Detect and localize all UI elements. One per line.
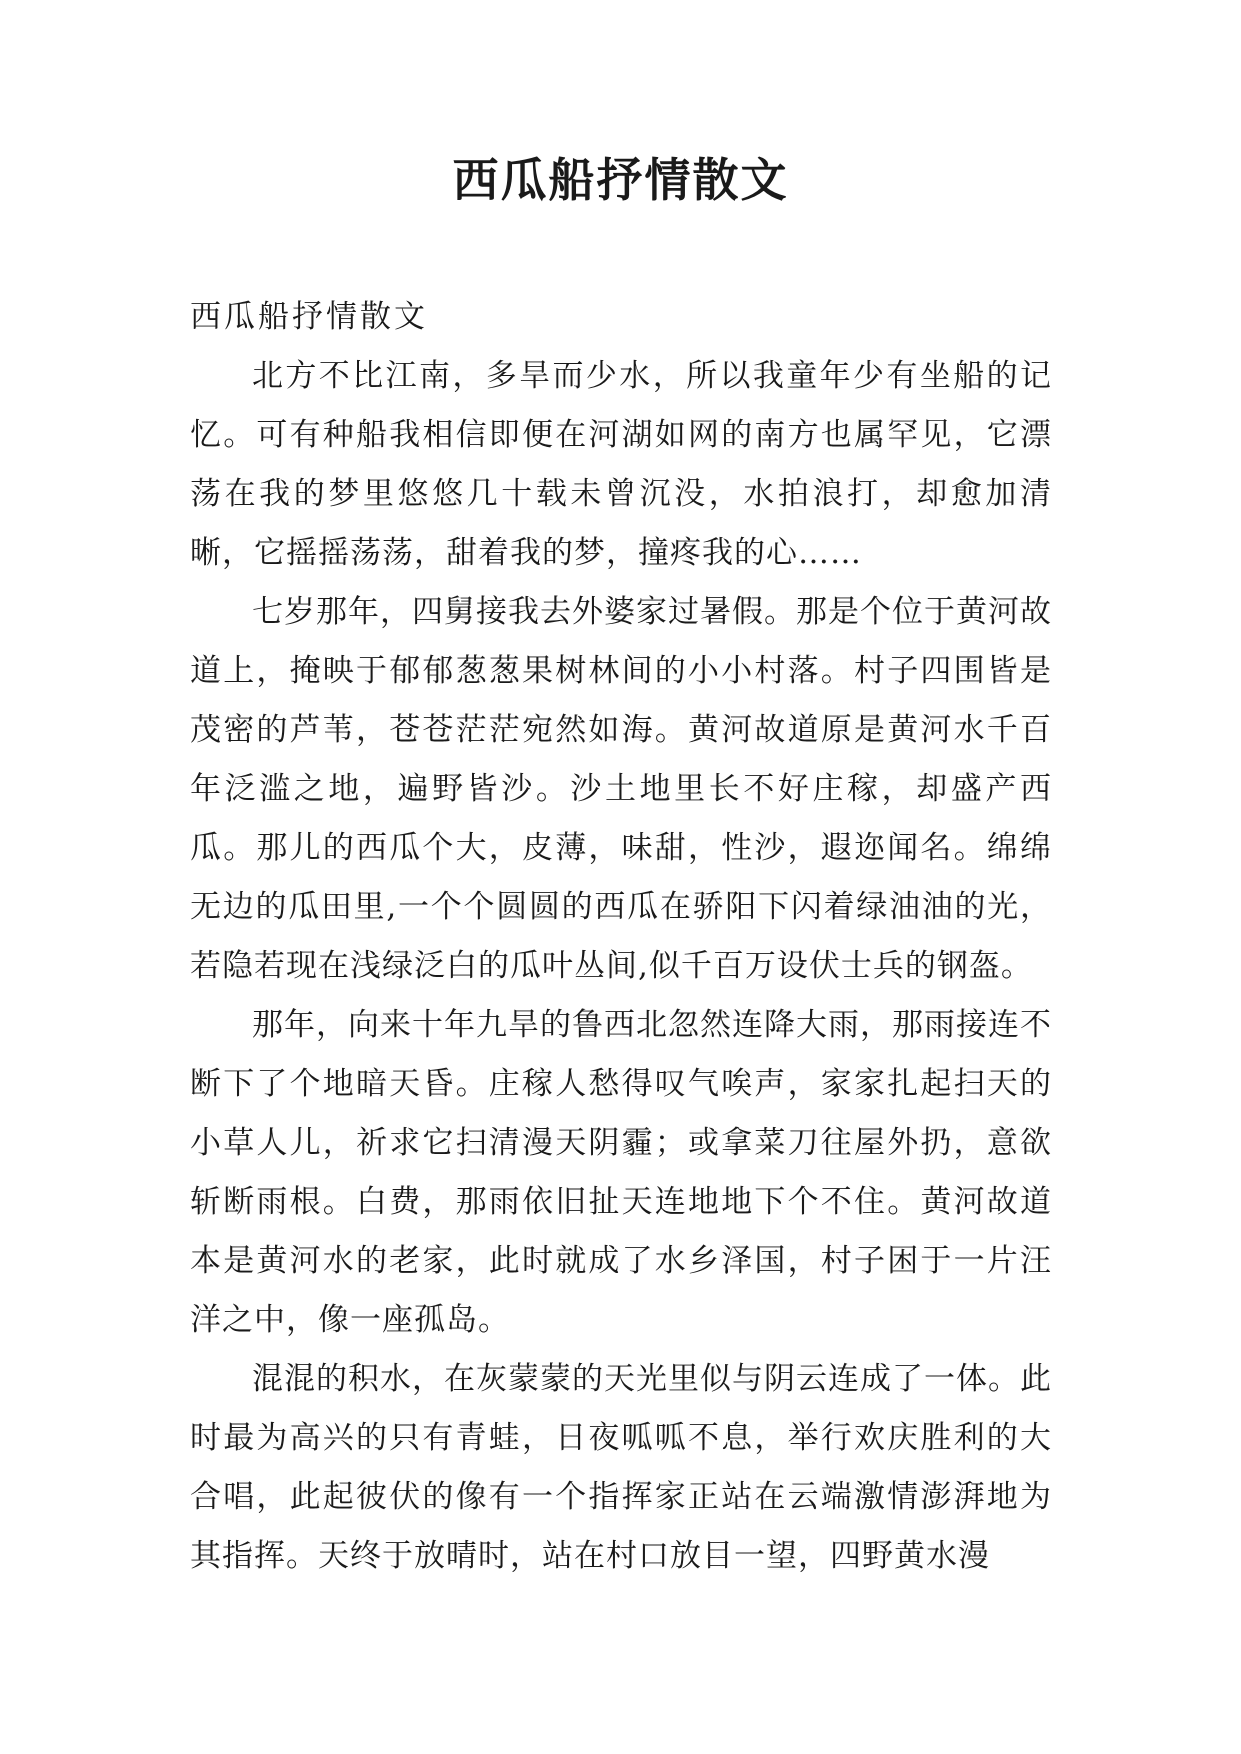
document-title: 西瓜船抒情散文 (452, 153, 789, 207)
paragraph: 那年，向来十年九旱的鲁西北忽然连降大雨，那雨接连不断下了个地暗天昏。庄稼人愁得叹气唉声，家家扎起扫天的小草人儿，祈求它扫清漫天阴霾；或拿菜刀往屋外扔，意欲斩断雨根。白费，那雨依旧扯天连地地下个不住。黄河故道本是黄河水的老家，此时就成了水乡泽国，村子困于一片汪洋之中，像一座孤岛。 (190, 1007, 1052, 1338)
article-subtitle: 西瓜船抒情散文 (190, 299, 428, 335)
paragraph: 北方不比江南，多旱而少水，所以我童年少有坐船的记忆。可有种船我相信即便在河湖如网的南方也属罕见，它漂荡在我的梦里悠悠几十载未曾沉没，水拍浪打，却愈加清晰，它摇摇荡荡，甜着我的梦，撞疼我的心…… (190, 358, 1052, 571)
article-body (190, 288, 1052, 1586)
paragraph: 混混的积水，在灰蒙蒙的天光里似与阴云连成了一体。此时最为高兴的只有青蛙，日夜呱呱不息，举行欢庆胜利的大合唱，此起彼伏的像有一个指挥家正站在云端激情澎湃地为其指挥。天终于放晴时，站在村口放目一望，四野黄水漫 (190, 1361, 1052, 1574)
paragraph: 七岁那年，四舅接我去外婆家过暑假。那是个位于黄河故道上，掩映于郁郁葱葱果树林间的小小村落。村子四围皆是茂密的芦苇，苍苍茫茫宛然如海。黄河故道原是黄河水千百年泛滥之地，遍野皆沙。沙土地里长不好庄稼，却盛产西瓜。那儿的西瓜个大，皮薄，味甜，性沙，遐迩闻名。绵绵无边的瓜田里,一个个圆圆的西瓜在骄阳下闪着绿油油的光，若隐若现在浅绿泛白的瓜叶丛间,似千百万设伏士兵的钢盔。 (190, 594, 1052, 984)
